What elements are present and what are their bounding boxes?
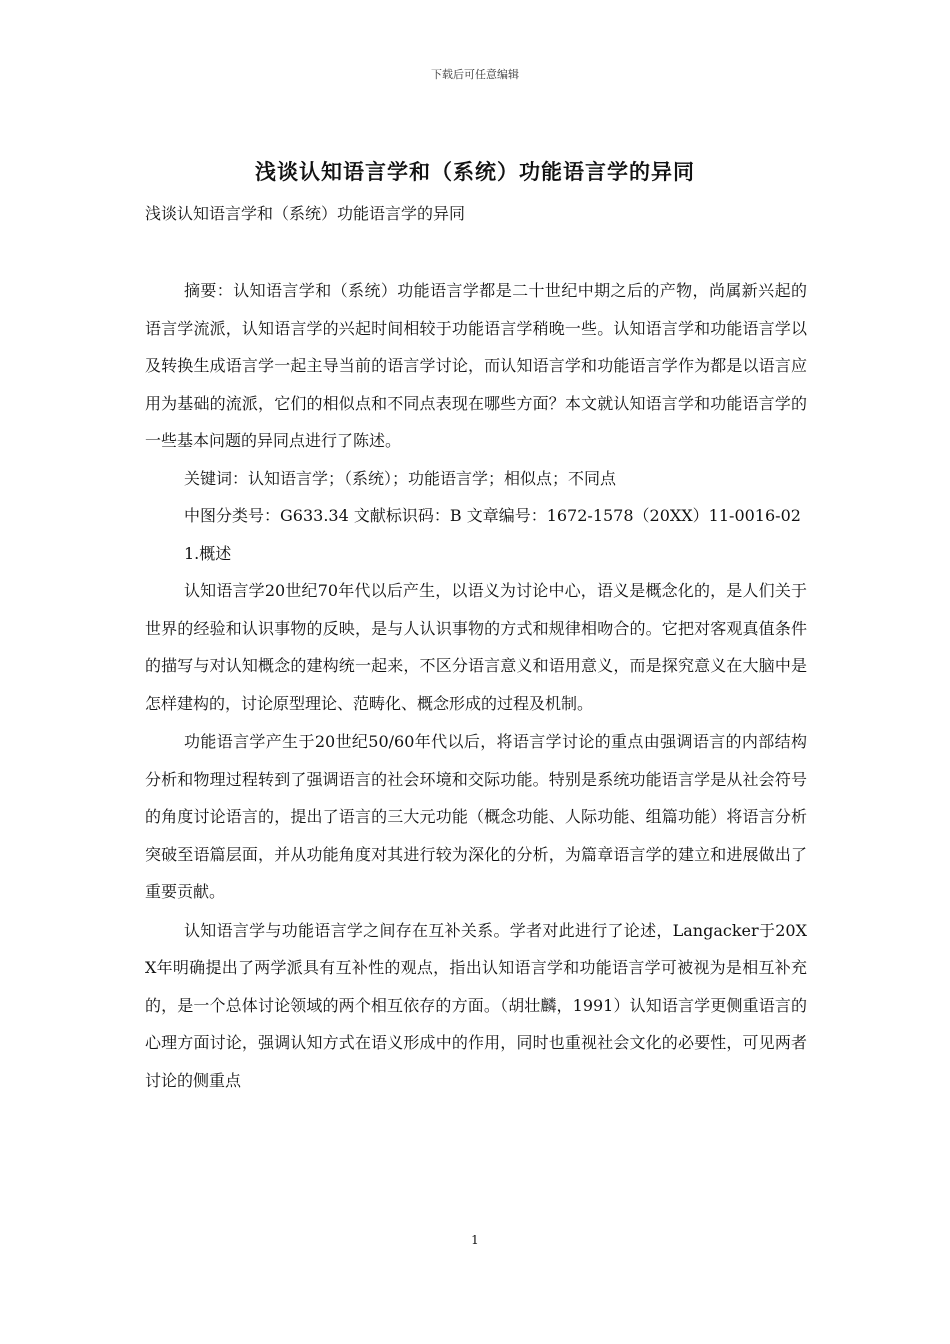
body-paragraph: 功能语言学产生于20世纪50/60年代以后，将语言学讨论的重点由强调语言的内部结构分析和物理过程转到了强调语言的社会环境和交际功能。特别是系统功能语言学是从社会符号的角度讨论语言的，提出了语言的三大元功能（概念功能、人际功能、组篇功能）将语言分析突破至语篇层面，并从功能角度对其进行较为深化的分析，为篇章语言学的建立和进展做出了重要贡献。 (145, 732, 807, 901)
keywords-line: 关键词：认知语言学；（系统）；功能语言学；相似点；不同点 (184, 468, 617, 488)
section-heading-overview: 1.概述 (184, 543, 232, 563)
classification-line: 中图分类号：G633.34 文献标识码：B 文章编号：1672-1578（20XX）11-0016-02 (184, 506, 801, 525)
body-paragraph: 认知语言学与功能语言学之间存在互补关系。学者对此进行了论述，Langacker于20XX年明确提出了两学派具有互补性的观点，指出认知语言学和功能语言学可被视为是相互补充的，是一个总体讨论领域的两个相互依存的方面。（胡壮麟，1991）认知语言学更侧重语言的心理方面讨论，强调认知方式在语义形成中的作用，同时也重视社会文化的必要性，可见两者讨论的侧重点 (145, 920, 807, 1090)
document-subtitle: 浅谈认知语言学和（系统）功能语言学的异同 (145, 204, 466, 223)
document-body (145, 272, 807, 1099)
page-number: 1 (471, 1233, 479, 1247)
body-paragraph: 认知语言学20世纪70年代以后产生，以语义为讨论中心，语义是概念化的，是人们关于世界的经验和认识事物的反映，是与人认识事物的方式和规律相吻合的。它把对客观真值条件的描写与对认知概念的建构统一起来，不区分语言意义和语用意义，而是探究意义在大脑中是怎样建构的，讨论原型理论、范畴化、概念形成的过程及机制。 (145, 581, 807, 713)
page-header: 下载后可任意编辑 (431, 68, 519, 81)
abstract-paragraph: 摘要：认知语言学和（系统）功能语言学都是二十世纪中期之后的产物，尚属新兴起的语言学流派，认知语言学的兴起时间相较于功能语言学稍晚一些。认知语言学和功能语言学以及转换生成语言学一起主导当前的语言学讨论，而认知语言学和功能语言学作为都是以语言应用为基础的流派，它们的相似点和不同点表现在哪些方面？本文就认知语言学和功能语言学的一些基本问题的异同点进行了陈述。 (145, 281, 807, 450)
document-title: 浅谈认知语言学和（系统）功能语言学的异同 (255, 159, 695, 184)
